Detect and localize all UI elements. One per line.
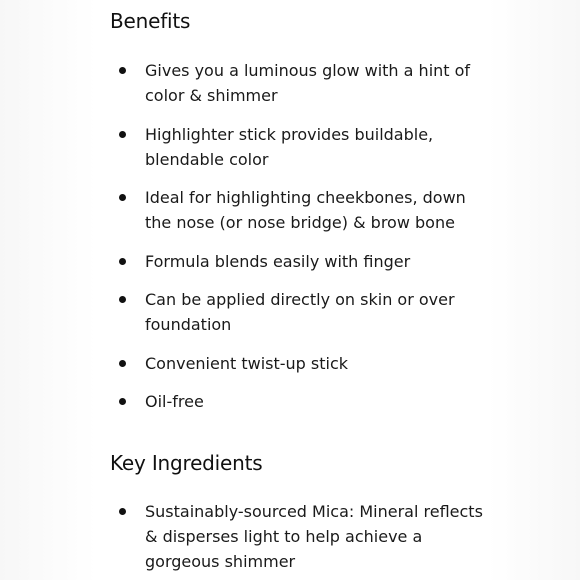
list-item-text: Oil-free bbox=[145, 392, 204, 411]
list-item bbox=[110, 351, 490, 376]
list-item bbox=[110, 499, 490, 574]
list-item bbox=[110, 287, 490, 337]
list-item bbox=[110, 249, 490, 274]
benefits-list bbox=[110, 58, 490, 428]
list-item-text: Ideal for highlighting cheekbones, down the nose (or nose bridge) & brow bone bbox=[145, 188, 466, 232]
key-ingredients-heading: Key Ingredients bbox=[110, 451, 263, 475]
bullet-icon bbox=[119, 296, 126, 303]
bullet-icon bbox=[119, 194, 126, 201]
list-item bbox=[110, 389, 490, 414]
list-item-text: Highlighter stick provides buildable, blendable color bbox=[145, 124, 434, 169]
bullet-icon bbox=[119, 360, 126, 367]
right-margin bbox=[488, 0, 580, 580]
list-item bbox=[110, 122, 490, 172]
bullet-icon bbox=[119, 398, 126, 405]
ingredients-list bbox=[110, 499, 490, 580]
list-item bbox=[110, 58, 490, 108]
left-margin bbox=[0, 0, 96, 580]
list-item-text: Gives you a luminous glow with a hint of color & shimmer bbox=[145, 61, 471, 105]
list-item bbox=[110, 185, 490, 235]
bullet-icon bbox=[119, 508, 126, 515]
list-item-text: Formula blends easily with finger bbox=[145, 251, 411, 271]
list-item-text: Convenient twist-up stick bbox=[145, 353, 349, 373]
list-item-text: Can be applied directly on skin or over foundation bbox=[145, 290, 455, 334]
bullet-icon bbox=[119, 67, 126, 74]
bullet-icon bbox=[119, 258, 126, 265]
list-item-text: Sustainably-sourced Mica: Mineral reflects & disperses light to help achieve a gorgeous shimmer bbox=[145, 502, 483, 571]
benefits-heading: Benefits bbox=[110, 9, 191, 33]
bullet-icon bbox=[119, 131, 126, 138]
